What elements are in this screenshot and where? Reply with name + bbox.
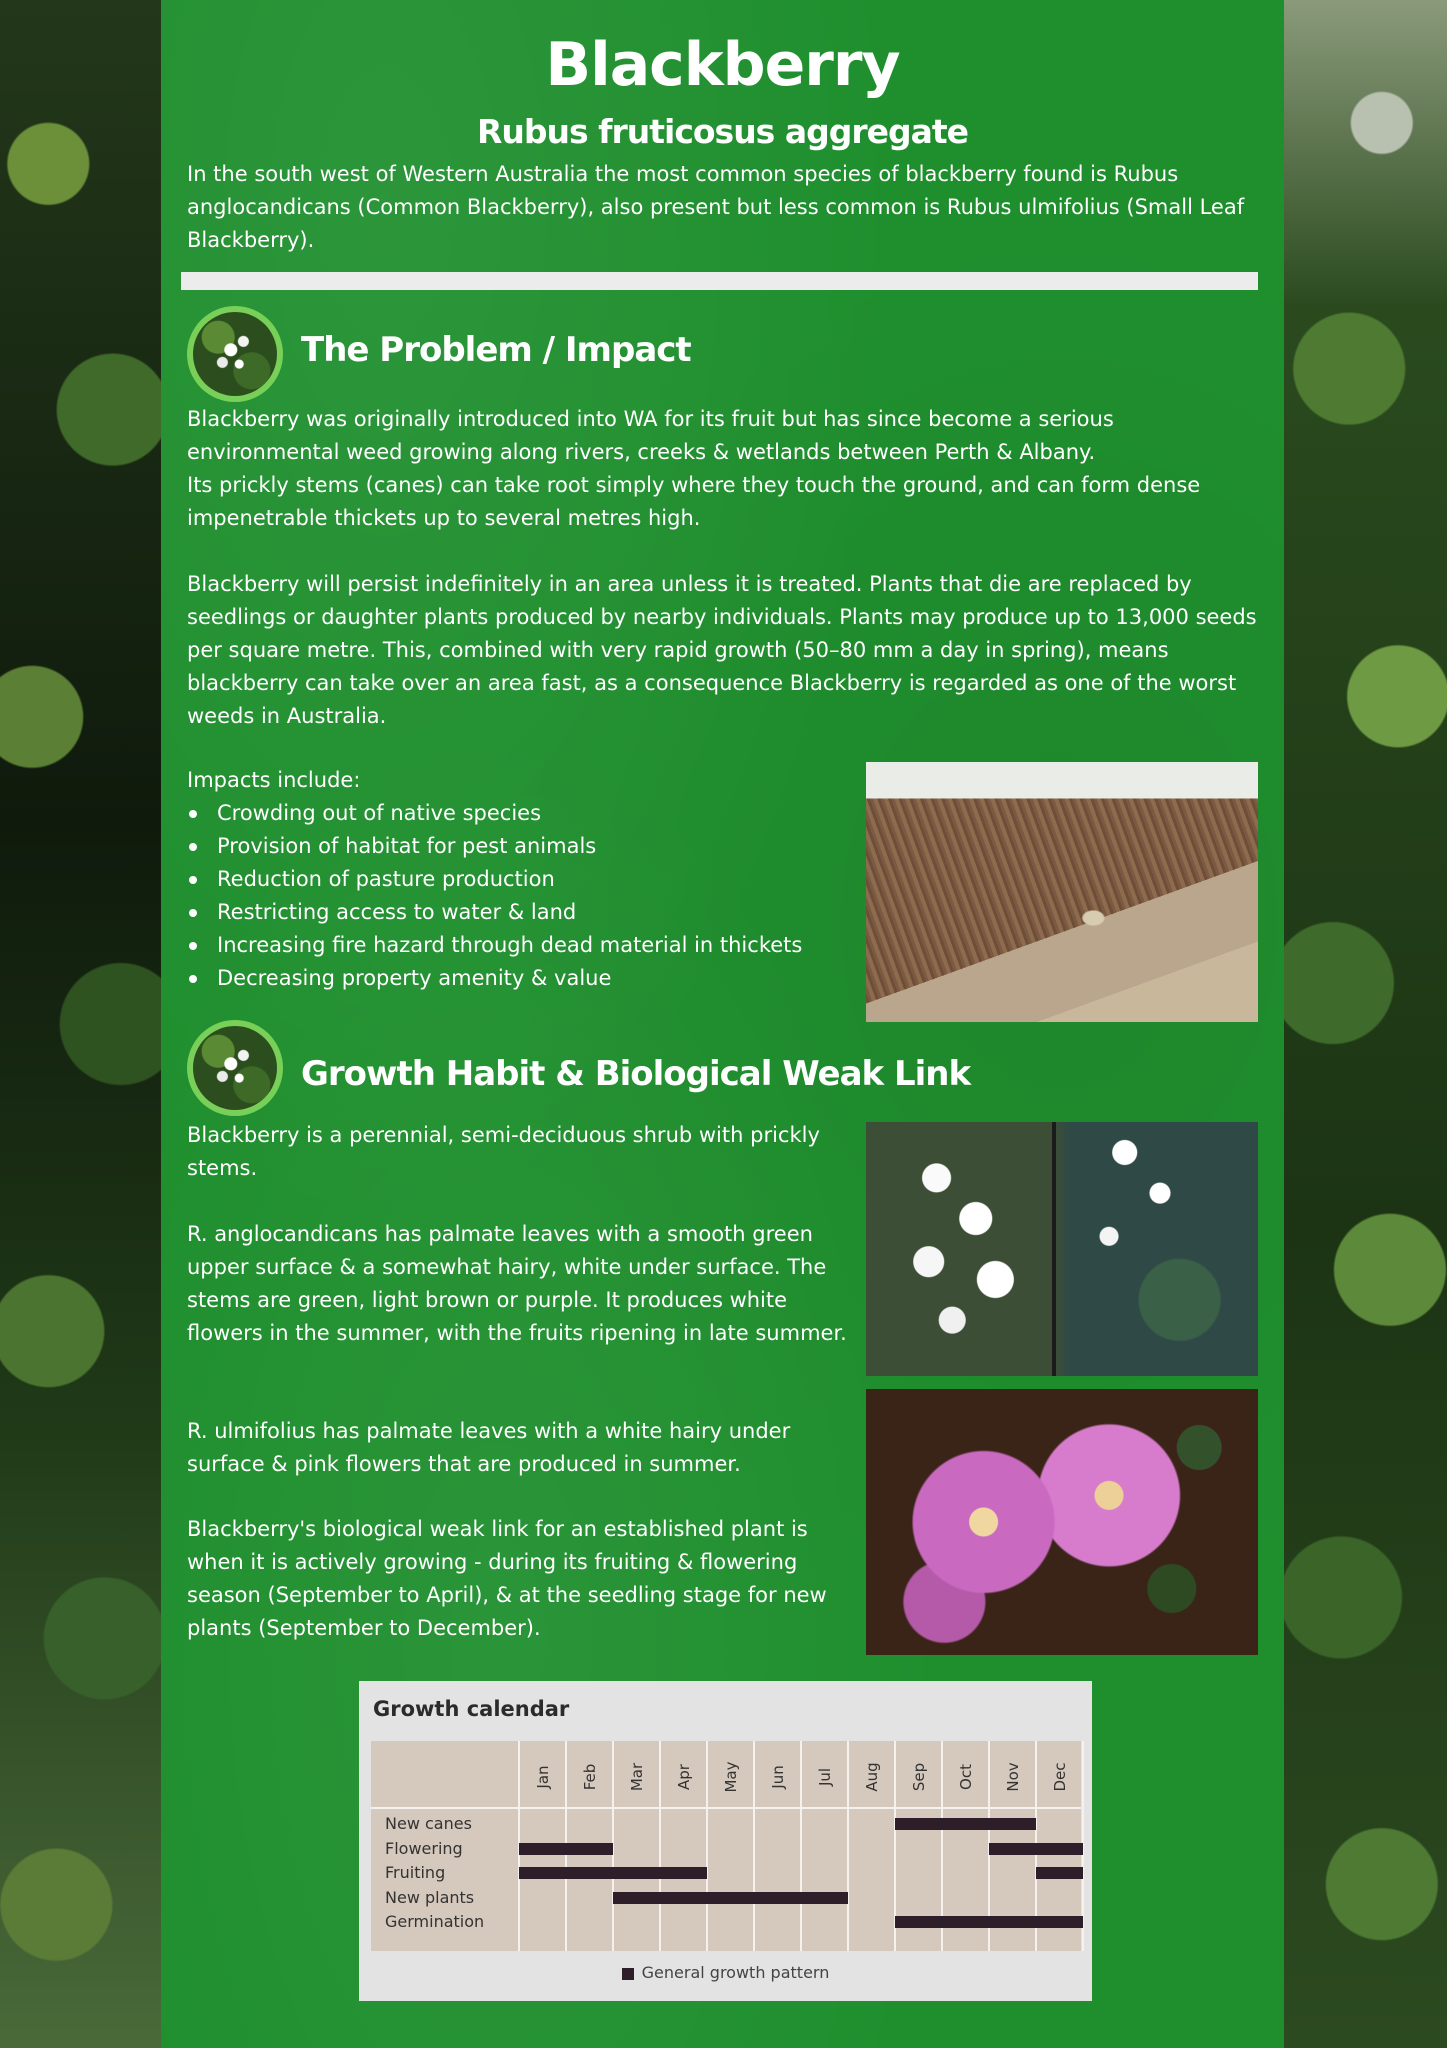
list-item: Reduction of pasture production — [187, 863, 867, 896]
problem-para-1 — [187, 403, 1262, 535]
growth-para-1: Blackberry is a perennial, semi-deciduous shrub with prickly stems. — [187, 1123, 820, 1180]
calendar-column-divider — [847, 1741, 849, 1951]
calendar-month-label: Oct — [956, 1764, 975, 1790]
calendar-activity-bar — [613, 1892, 660, 1904]
page-subtitle: Rubus fruticosus aggregate — [476, 112, 969, 151]
calendar-activity-bar — [613, 1867, 660, 1879]
calendar-activity-bar — [1036, 1843, 1083, 1855]
calendar-activity-bar — [566, 1867, 613, 1879]
growth-calendar — [359, 1681, 1092, 2001]
calendar-activity-bar — [1036, 1867, 1083, 1879]
calendar-activity-bar — [519, 1843, 566, 1855]
calendar-activity-bar — [707, 1892, 754, 1904]
calendar-month-label: May — [721, 1761, 740, 1793]
growth-para-4: Blackberry's biological weak link for an established plant is when it is actively growing - during its fruiting & flowering season (September to April), & at the seedling stage for new plants (September to December). — [187, 1517, 827, 1640]
calendar-row-label: New canes — [385, 1814, 472, 1833]
calendar-row-label: Fruiting — [385, 1863, 446, 1882]
calendar-month-label: Aug — [862, 1762, 881, 1792]
legend-label: General growth pattern — [641, 1963, 830, 1982]
calendar-activity-bar — [989, 1843, 1036, 1855]
page-title: Blackberry — [545, 30, 900, 100]
calendar-month-label: Jul — [815, 1767, 834, 1787]
calendar-activity-bar — [895, 1916, 942, 1928]
calendar-month-label: Jan — [533, 1765, 552, 1789]
calendar-month-label: Nov — [1003, 1762, 1022, 1792]
blackberry-flower-icon-2 — [187, 1020, 283, 1116]
calendar-row-label: Germination — [385, 1912, 485, 1931]
list-item: Restricting access to water & land — [187, 896, 867, 929]
legend-swatch — [622, 1968, 634, 1980]
calendar-row-label: Flowering — [385, 1838, 463, 1858]
list-item: Crowding out of native species — [187, 797, 867, 830]
divider — [181, 272, 1258, 290]
impacts-list — [187, 797, 867, 995]
problem-text-1: Blackberry was originally introduced into WA for its fruit but has since become a serious environmental weed growing along rivers, creeks & wetlands between Perth & Albany. — [187, 407, 1114, 464]
impacts-block — [187, 764, 867, 995]
list-item: Increasing fire hazard through dead material in thickets — [187, 929, 867, 962]
calendar-title: Growth calendar — [373, 1697, 570, 1721]
calendar-activity-bar — [895, 1818, 942, 1830]
calendar-legend — [359, 1963, 1092, 1982]
calendar-month-label: Mar — [627, 1762, 646, 1792]
calendar-activity-bar — [989, 1818, 1036, 1830]
list-item: Provision of habitat for pest animals — [187, 830, 867, 863]
calendar-activity-bar — [660, 1892, 707, 1904]
growth-para-3: R. ulmifolius has palmate leaves with a white hairy under surface & pink flowers that are produced in summer. — [187, 1419, 791, 1476]
background-foliage-right — [1284, 0, 1447, 2048]
calendar-activity-bar — [801, 1892, 848, 1904]
growth-para-2: R. anglocandicans has palmate leaves with a smooth green upper surface & a somewhat hairy, white under surface. The stems are green, light brown or purple. It produces white flowers in the summer, with the fruits ripening in late summer. — [187, 1222, 847, 1345]
intro-paragraph: In the south west of Western Australia the most common species of blackberry found is Rubus anglocandicans (Common Blackberry), also present but less common is Rubus ulmifolius (Small Leaf Blackberry). — [187, 162, 1245, 252]
calendar-activity-bar — [519, 1867, 566, 1879]
calendar-activity-bar — [942, 1818, 989, 1830]
calendar-row-label: New plants — [385, 1887, 475, 1907]
content-panel — [161, 0, 1284, 2048]
problem-text-2: Its prickly stems (canes) can take root simply where they touch the ground, and can form dense impenetrable thickets up to several metres high. — [187, 473, 1201, 530]
blackberry-thicket-photo — [866, 762, 1258, 1022]
calendar-month-label: Feb — [580, 1763, 599, 1791]
calendar-column-divider — [800, 1741, 802, 1951]
calendar-activity-bar — [566, 1843, 613, 1855]
calendar-activity-bar — [754, 1892, 801, 1904]
blackberry-flower-icon — [187, 306, 283, 402]
list-item: Decreasing property amenity & value — [187, 962, 867, 995]
calendar-activity-bar — [660, 1867, 707, 1879]
growth-heading: Growth Habit & Biological Weak Link — [301, 1054, 971, 1094]
calendar-month-label: Apr — [674, 1764, 693, 1790]
calendar-activity-bar — [989, 1916, 1036, 1928]
calendar-month-label: Jun — [768, 1765, 787, 1789]
white-flowers-photo — [866, 1122, 1258, 1376]
background-foliage-left — [0, 0, 161, 2048]
calendar-column-divider — [659, 1741, 661, 1951]
calendar-column-divider — [753, 1741, 755, 1951]
calendar-column-divider — [706, 1741, 708, 1951]
problem-para-3: Blackberry will persist indefinitely in an area unless it is treated. Plants that die are replaced by seedlings or daughter plants produced by nearby individuals. Plants may produce up to 13,000 seeds per square metre. This, combined with very rapid growth (50–80 mm a day in spring), means blackberry can take over an area fast, as a consequence Blackberry is regarded as one of the worst weeds in Australia. — [187, 572, 1257, 728]
calendar-month-label: Dec — [1050, 1762, 1069, 1792]
calendar-activity-bar — [1036, 1916, 1083, 1928]
pink-flowers-photo — [866, 1389, 1258, 1655]
calendar-month-label: Sep — [909, 1762, 928, 1792]
problem-heading: The Problem / Impact — [301, 330, 691, 370]
impacts-intro: Impacts include: — [187, 768, 361, 792]
calendar-activity-bar — [942, 1916, 989, 1928]
